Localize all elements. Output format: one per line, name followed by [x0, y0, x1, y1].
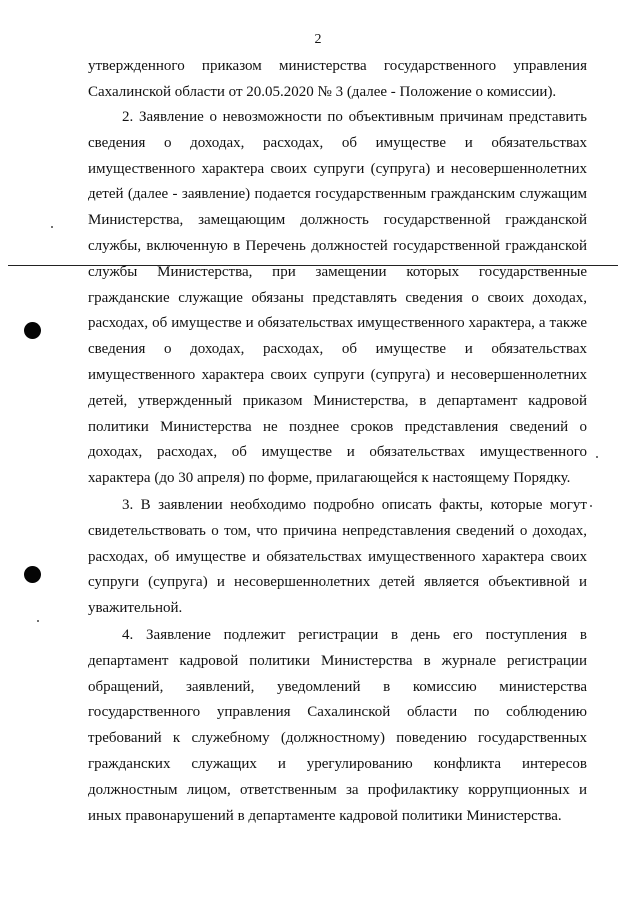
scan-speck [37, 620, 39, 622]
text-line: Министерства, замещающим должность государственной гражданской [88, 212, 587, 229]
paragraph-2 [88, 105, 587, 492]
text-line: 2. Заявление о невозможности по объективным причинам представить [122, 109, 587, 125]
paragraph-3 [88, 493, 587, 622]
text-line: должностным лицом, ответственным за профилактику коррупционных и [88, 781, 587, 798]
scan-speck [596, 456, 598, 458]
text-line: расходах, об имуществе и обязательствах имущественного характера, а также [88, 315, 587, 332]
text-line: утвержденного приказом министерства государственного управления [88, 58, 587, 74]
text-line: иных правонарушений в департаменте кадровой политики Министерства. [88, 807, 562, 824]
text-line: департамент кадровой политики Министерства в журнале регистрации [88, 652, 587, 669]
text-line: требований к служебному (должностному) поведению государственных [88, 730, 587, 747]
text-line: супруги (супруга) и несовершеннолетних детей является объективной и [88, 574, 587, 591]
paragraph-continuation [88, 54, 587, 106]
text-line: политики Министерства не позднее сроков представления сведений о [88, 418, 587, 435]
text-line: имущественного характера своих супруги (супруга) и несовершеннолетних [88, 160, 587, 177]
text-line: гражданские служащие обязаны представлять сведения о своих доходах, [88, 289, 587, 306]
text-line: уважительной. [88, 600, 183, 617]
text-line: службы Министерства, при замещении которых государственные [88, 263, 587, 280]
text-line: службы, включенную в Перечень должностей государственной гражданской [88, 237, 587, 254]
punch-hole-top [24, 322, 41, 339]
text-line: сведения о доходах, расходах, об имуществе и обязательствах [88, 134, 587, 151]
paragraph-4 [88, 623, 587, 829]
text-line: Сахалинской области от 20.05.2020 № 3 (далее - Положение о комиссии). [88, 83, 557, 100]
text-line: 3. В заявлении необходимо подробно описать факты, которые могут [122, 497, 587, 513]
page-number: 2 [314, 32, 322, 47]
scan-speck [590, 505, 592, 507]
text-line: характера (до 30 апреля) по форме, прилагающейся к настоящему Порядку. [88, 470, 571, 487]
text-line: сведения о доходах, расходах, об имуществе и обязательствах [88, 341, 587, 358]
punch-hole-bottom [24, 566, 41, 583]
text-line: имущественного характера своих супруги (супруга) и несовершеннолетних [88, 366, 587, 383]
text-line: обращений, заявлений, уведомлений в комиссию министерства [88, 678, 587, 695]
text-line: доходах, расходах, об имуществе и обязательствах имущественного [88, 444, 587, 461]
text-line: 4. Заявление подлежит регистрации в день его поступления в [122, 627, 587, 643]
text-line: государственного управления Сахалинской области по соблюдению [88, 704, 587, 721]
text-line: расходах, об имуществе и обязательствах имущественного характера своих [88, 548, 587, 565]
text-line: гражданских служащих и урегулированию конфликта интересов [88, 755, 587, 772]
scan-speck [51, 226, 53, 228]
text-line: детей, утвержденный приказом Министерства, в департамент кадровой [88, 392, 587, 409]
text-line: детей (далее - заявление) подается государственным гражданским служащим [88, 186, 587, 203]
text-line: свидетельствовать о том, что причина непредставления сведений о доходах, [88, 522, 587, 539]
